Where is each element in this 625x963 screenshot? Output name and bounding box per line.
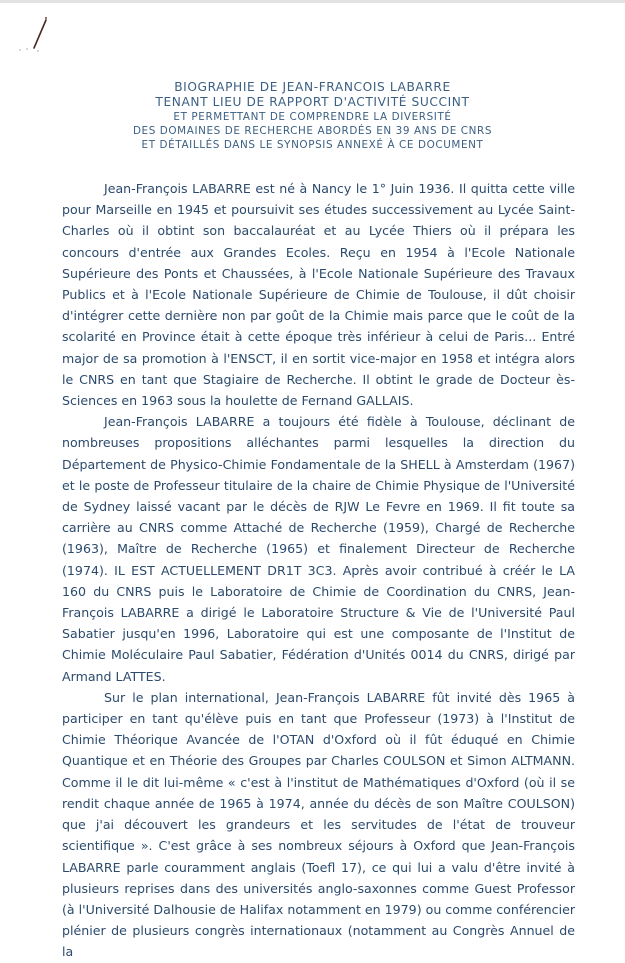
document-title-block [0,80,625,152]
subtitle-line-5: ET DÉTAILLÉS DANS LE SYNOPSIS ANNEXÉ À CE DOCUMENT [141,139,484,151]
subtitle-line-3: ET PERMETTANT DE COMPRENDRE LA DIVERSITÉ [173,111,452,123]
title-line-2: TENANT LIEU DE RAPPORT D'ACTIVITÉ SUCCINT [155,95,470,109]
subtitle-line-4: DES DOMAINES DE RECHERCHE ABORDÉS EN 39 ANS DE CNRS [132,125,493,137]
paragraph-career: Jean-François LABARRE a toujours été fidèle à Toulouse, déclinant de nombreuses propositions alléchantes parmi lesquelles la direction du Département de Physico-Chimie Fondamentale de la SHELL à Amsterdam (1967) et le poste de Professeur titulaire de la chaire de Chimie Physique de l'Université de Sydney laissé vacant par le décès de RJW Le Fevre en 1969. Il fit toute sa carrière au CNRS comme Attaché de Recherche (1959), Chargé de Recherche (1963), Maître de Recherche (1965) et finalement Directeur de Recherche (1974). IL EST ACTUELLEMENT DR1T 3C3. Après avoir contribué à créér le LA 160 du CNRS puis le Laboratoire de Chimie de Coordination du CNRS, Jean-François LABARRE a dirigé le Laboratoire Structure & Vie de l'Université Paul Sabatier jusqu'en 1996, Laboratoire qui est une composante de l'Institut de Chimie Moléculaire Paul Sabatier, Fédération d'Unités 0014 du CNRS, dirigé par Armand LATTES. [62,414,575,684]
paragraph-early-life: Jean-François LABARRE est né à Nancy le 1° Juin 1936. Il quitta cette ville pour Marseille en 1945 et poursuivit ses études successivement au Lycée Saint-Charles où il obtint son baccalauréat et au Lycée Thiers où il prépara les concours d'entrée aux Grandes Ecoles. Reçu en 1954 à l'Ecole Nationale Supérieure des Ponts et Chaussées, à l'Ecole Nationale Supérieure des Travaux Publics et à l'Ecole Nationale Supérieure de Chimie de Toulouse, il dût choisir d'intégrer cette dernière non par goût de la Chimie mais parce que le coût de la scolarité en Province était à cette époque très inférieur à celui de Paris... Entré major de sa promotion à l'ENSCT, il en sortit vice-major en 1958 et intégra alors le CNRS en tant que Stagiaire de Recherche. Il obtint le grade de Docteur ès-Sciences en 1963 sous la houlette de Fernand GALLAIS. [62,181,575,409]
title-line-1: BIOGRAPHIE DE JEAN-FRANCOIS LABARRE [174,80,451,94]
paragraph-international: Sur le plan international, Jean-François LABARRE fût invité dès 1965 à participer en tant qu'élève puis en tant que Professeur (1973) à l'Institut de Chimie Théorique Avancée de l'OTAN d'Oxford où il fût éduqué en Chimie Quantique et en Théorie des Groupes par Charles COULSON et Simon ALTMANN. Comme il le dit lui-même « c'est à l'institut de Mathématiques d'Oxford (où il se rendit chaque année de 1965 à 1974, année du décès de son Maître COULSON) que j'ai découvert les grandeurs et les servitudes de l'état de trouveur scientifique ». C'est grâce à ses nombreux séjours à Oxford que Jean-François LABARRE parle couramment anglais (Toefl 17), ce qui lui a valu d'être invité à plusieurs reprises dans des universités anglo-saxonnes comme Guest Professor (à l'Université Dalhousie de Halifax notamment en 1979) ou comme conférencier plénier de plusieurs congrès internationaux (notamment au Congrès Annuel de la [62,689,575,960]
scan-top-edge [0,0,625,3]
biography-body [62,178,575,963]
pen-stroke-mark [18,12,58,52]
